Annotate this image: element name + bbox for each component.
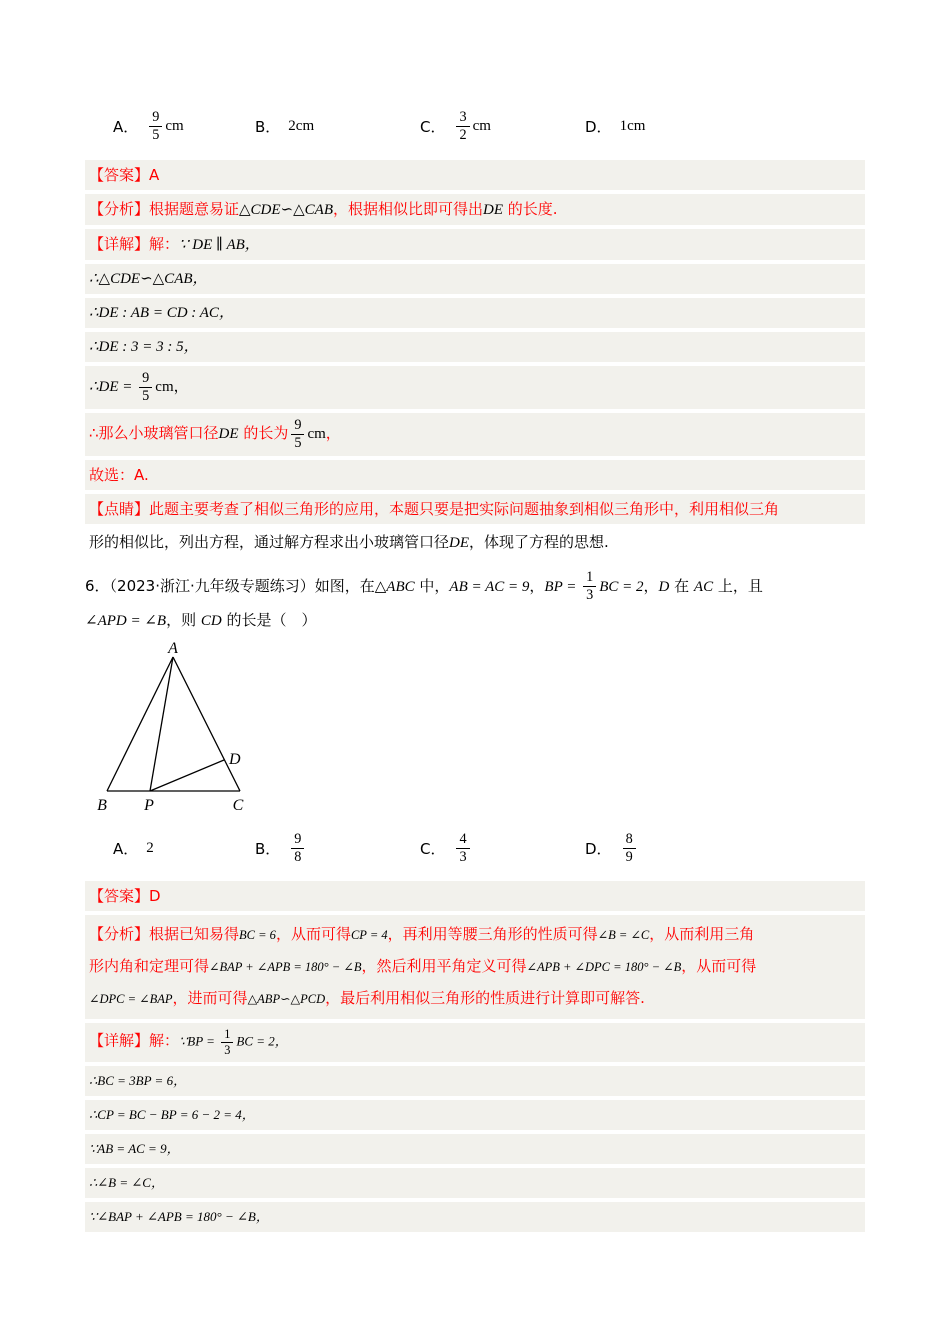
q5-detail-line-1 <box>85 229 865 260</box>
text-segment: 的长度. <box>503 200 558 218</box>
q6-stem-line-1 <box>85 569 865 604</box>
q5-option-a-label: A． <box>113 117 139 136</box>
q5-option-a-unit: cm <box>165 117 184 134</box>
q6-option-b-fraction <box>291 832 304 865</box>
q5-detail-line-5 <box>85 366 865 409</box>
text-segment: ，再利用等腰三角形的性质可得 <box>387 924 598 943</box>
segment-PD <box>150 760 224 791</box>
text-segment: ， <box>529 576 545 595</box>
text-segment: ∵BP = <box>179 1033 219 1049</box>
q5-option-a <box>113 100 184 152</box>
q5-option-a-fraction <box>149 110 162 143</box>
text-segment: ，根据相似比即可得出 <box>333 200 484 218</box>
vertex-label-p: P <box>144 796 154 814</box>
q6-analysis-line-2 <box>89 951 859 983</box>
text-segment: ， <box>643 576 659 595</box>
q6-analysis-line-1 <box>89 919 859 951</box>
q6-stem-line-2 <box>85 607 865 635</box>
text-segment: ∠APB + ∠DPC = 180° − ∠B <box>526 959 682 974</box>
text-segment: 【分析】根据题意易证 <box>89 200 240 218</box>
text-segment: ∠DPC = ∠BAP <box>89 991 173 1006</box>
q6-option-b <box>255 825 307 873</box>
q6-detail-line-2 <box>85 1066 865 1096</box>
q5-option-b-value: 2cm <box>288 117 315 134</box>
q6-detail-line-4 <box>85 1134 865 1164</box>
text-segment: A <box>149 166 160 184</box>
text-segment: ∵∠BAP + ∠APB = 180° − ∠B， <box>89 1208 269 1224</box>
edge-AC <box>173 657 240 791</box>
fraction-denominator: 2 <box>459 126 467 143</box>
fraction-denominator: 9 <box>625 849 633 866</box>
q5-detail-line-6 <box>85 413 865 456</box>
q6-detail-line-3 <box>85 1100 865 1130</box>
q6-answer-line <box>85 881 865 911</box>
text-segment: ∴DE = <box>89 378 137 395</box>
q6-question <box>85 569 865 635</box>
fraction-numerator: 9 <box>291 832 304 849</box>
inline-fraction: $\frac{1}{3}$ <box>221 1028 233 1057</box>
text-segment: 【分析】根据已知易得 <box>89 924 240 943</box>
text-segment: 中， <box>414 576 450 595</box>
fraction-denominator: 3 <box>459 849 467 866</box>
text-segment: BP = <box>544 578 581 595</box>
fraction-numerator: 3 <box>456 110 469 127</box>
fraction-numerator: 4 <box>456 832 469 849</box>
q6-detail-line-5 <box>85 1168 865 1198</box>
q5-option-c <box>420 100 491 152</box>
vertex-label-d: D <box>229 750 241 768</box>
q6-detail-line-6 <box>85 1202 865 1232</box>
text-segment: 形的相似比，列出方程，通过解方程求出小玻璃管口径 <box>89 532 450 551</box>
q5-analysis-line <box>85 194 865 225</box>
q6-detail-line-1 <box>85 1023 865 1062</box>
text-segment: ，则 <box>166 610 201 629</box>
text-segment: 【答案】 <box>89 166 150 184</box>
q5-conclusion-line <box>85 460 865 490</box>
q6-option-a <box>113 825 154 873</box>
text-segment: DE <box>218 425 239 442</box>
text-segment: DE <box>449 534 470 551</box>
q6-option-c-fraction <box>456 832 469 865</box>
text-segment: ，进而可得 <box>172 988 248 1007</box>
text-segment: 上，且 <box>713 576 763 595</box>
q5-option-b-label: B． <box>255 117 281 136</box>
text-segment: ∵AB = AC = 9， <box>89 1140 180 1156</box>
text-segment: 【详解】解： <box>89 235 180 253</box>
spacer <box>85 873 865 881</box>
text-segment: △CDE∽△CAB <box>239 202 333 218</box>
q6-option-d-label: D． <box>585 840 612 859</box>
text-segment: BC = 2 <box>599 578 644 595</box>
q5-option-c-unit: cm <box>472 117 491 134</box>
text-segment: ，从而可得 <box>681 956 757 975</box>
fraction-numerator: 9 <box>149 110 162 127</box>
text-segment: ，然后利用平角定义可得 <box>361 956 527 975</box>
q5-option-d-label: D． <box>585 117 612 136</box>
q6-analysis-line-3 <box>89 983 859 1015</box>
q5-comment-line-1 <box>85 494 865 524</box>
spacer <box>85 152 865 160</box>
text-segment: 【答案】 <box>89 886 150 905</box>
text-segment: 形内角和定理可得 <box>89 956 210 975</box>
text-segment: ，体现了方程的思想. <box>469 532 609 551</box>
text-segment: ∵ DE ∥ AB， <box>179 237 260 253</box>
text-segment: 的长是（ ） <box>221 610 317 629</box>
text-segment: 【详解】解： <box>89 1031 180 1050</box>
fraction-numerator: 8 <box>623 832 636 849</box>
q6-option-c-label: C． <box>420 840 446 859</box>
q6-option-d <box>585 825 639 873</box>
text-segment: ∠APD = ∠B <box>85 612 167 629</box>
q6-option-b-label: B． <box>255 840 281 859</box>
q5-option-c-label: C． <box>420 117 446 136</box>
inline-fraction: $\frac{9}{5}$ <box>139 371 152 404</box>
text-segment: AB = AC = 9 <box>449 578 530 595</box>
text-segment: D <box>658 578 670 595</box>
text-segment: ∴∠B = ∠C， <box>89 1174 164 1190</box>
text-segment: CD <box>200 612 222 629</box>
vertex-label-b: B <box>97 796 107 814</box>
vertex-label-c: C <box>232 796 244 814</box>
edge-AB <box>107 657 173 791</box>
text-segment: ∴CP = BC − BP = 6 − 2 = 4， <box>89 1106 255 1122</box>
text-segment: BC = 2， <box>236 1033 288 1049</box>
q6-triangle-figure <box>93 641 283 823</box>
q5-option-d <box>585 100 645 152</box>
q5-options-row <box>85 100 865 152</box>
text-segment: BC = 6 <box>239 927 276 942</box>
text-segment: cm <box>307 425 326 442</box>
text-segment: △ABP∽△PCD <box>247 991 326 1006</box>
q5-option-d-value: 1cm <box>619 117 646 134</box>
q6-analysis-block <box>85 915 865 1019</box>
text-segment: D <box>149 886 161 905</box>
text-segment: ，最后利用相似三角形的性质进行计算即可解答. <box>325 988 645 1007</box>
text-segment: ∴△CDE∽△CAB， <box>89 271 208 287</box>
vertex-label-a: A <box>168 640 178 657</box>
inline-fraction: $\frac{9}{5}$ <box>291 418 304 451</box>
text-segment: ∴那么小玻璃管口径 <box>89 423 219 442</box>
text-segment: △ABC <box>374 578 415 595</box>
text-segment: ∴DE : 3 = 3 : 5， <box>89 339 199 355</box>
segment-AP <box>150 657 173 791</box>
q6-option-c <box>420 825 473 873</box>
q6-options-row <box>85 825 865 873</box>
q6-option-a-label: A． <box>113 840 139 859</box>
text-segment: 的长为 <box>238 423 289 442</box>
text-segment: ∠B = ∠C <box>597 927 650 942</box>
q5-option-c-fraction <box>456 110 469 143</box>
q5-answer-line <box>85 160 865 190</box>
text-segment: ，从而可得 <box>275 924 351 943</box>
text-segment: 在 <box>669 576 694 595</box>
text-segment: ∠BAP + ∠APB = 180° − ∠B <box>209 959 362 974</box>
text-segment: CP = 4 <box>350 927 388 942</box>
text-segment: 6．（2023·浙江·九年级专题练习）如图，在 <box>85 576 375 595</box>
text-segment: ， <box>325 423 341 442</box>
q5-detail-line-4 <box>85 332 865 362</box>
text-segment: 故选：A. <box>89 465 149 484</box>
text-segment: 【点睛】此题主要考查了相似三角形的应用，本题只要是把实际问题抽象到相似三角形中，利用相似三角 <box>89 499 780 518</box>
text-segment: ，从而利用三角 <box>649 924 755 943</box>
text-segment: AC <box>693 578 714 595</box>
text-segment: DE <box>483 202 504 218</box>
q5-comment-line-2 <box>85 528 865 557</box>
text-segment: ∴DE : AB = CD : AC， <box>89 305 234 321</box>
inline-fraction: $\frac{1}{3}$ <box>583 570 596 603</box>
q5-detail-line-2 <box>85 264 865 294</box>
fraction-denominator: 5 <box>152 126 160 143</box>
q6-option-d-fraction <box>623 832 636 865</box>
q5-option-b <box>255 100 314 152</box>
q5-detail-line-3 <box>85 298 865 328</box>
text-segment: ∴BC = 3BP = 6， <box>89 1072 187 1088</box>
fraction-denominator: 8 <box>294 849 302 866</box>
q6-option-a-value: 2 <box>146 840 154 857</box>
text-segment: cm， <box>155 378 189 395</box>
